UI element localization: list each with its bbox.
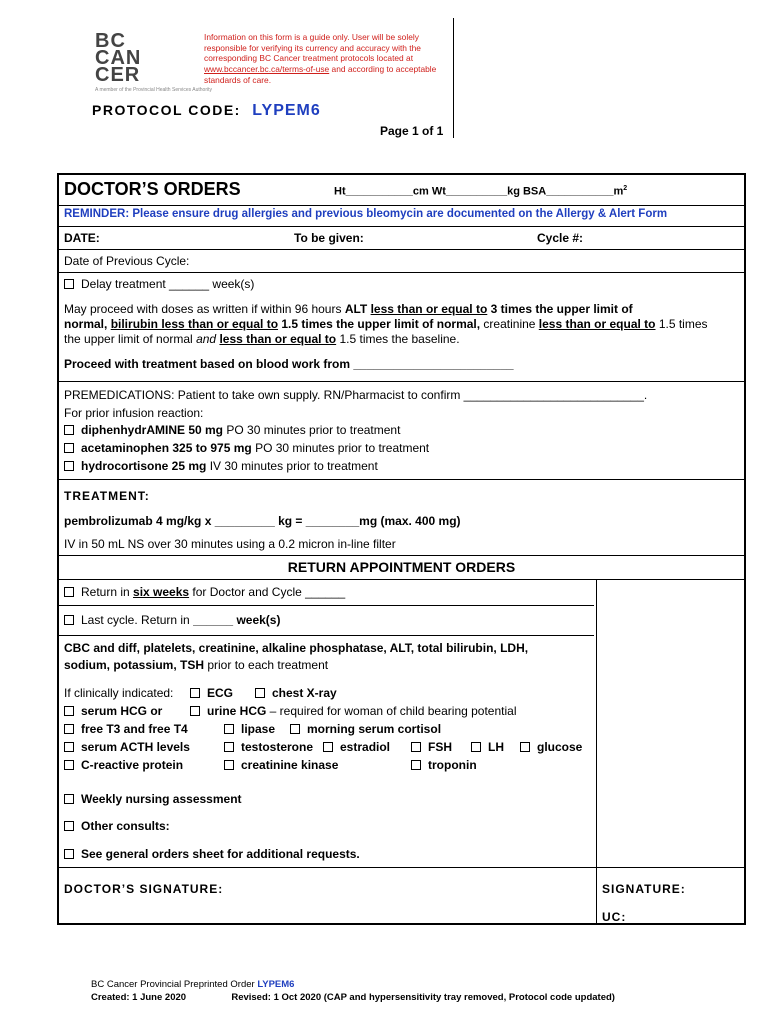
if-clinically-indicated: If clinically indicated: — [64, 686, 174, 700]
delay-label: Delay treatment ______ week(s) — [81, 277, 255, 291]
glucose-item — [520, 740, 582, 754]
fsh-item — [411, 740, 452, 754]
measurements-text: Ht___________cm Wt__________kg BSA___________m — [334, 185, 624, 198]
cortisol-checkbox[interactable] — [290, 724, 300, 734]
consults-item — [64, 819, 170, 833]
troponin-label: troponin — [428, 758, 477, 772]
cortisol-item — [290, 722, 441, 736]
premed-drug: diphenhydrAMINE 50 mg — [81, 423, 224, 437]
consults-checkbox[interactable] — [64, 821, 74, 831]
treatment-dose[interactable]: pembrolizumab 4 mg/kg x _________ kg = ________mg (max. 400 mg) — [64, 514, 461, 528]
estradiol-label: estradiol — [340, 740, 391, 754]
orders-title: DOCTOR’S ORDERS — [64, 179, 241, 199]
return-text-end: for Doctor and Cycle ______ — [189, 585, 346, 599]
last-cycle-weeks: ______ week(s) — [193, 613, 281, 627]
return-weeks: six weeks — [133, 585, 190, 599]
premed-checkbox[interactable] — [64, 425, 74, 435]
return-title: RETURN APPOINTMENT ORDERS — [287, 559, 516, 575]
glucose-label: glucose — [537, 740, 583, 754]
last-cycle-text: Last cycle. Return in — [81, 613, 194, 627]
premed-instruction: PO 30 minutes prior to treatment — [223, 423, 401, 437]
proceed-text: less than or equal to — [538, 317, 656, 331]
chest-xray-item — [255, 686, 337, 700]
orders-title-row — [59, 175, 744, 206]
cycle-field[interactable]: Cycle #: — [537, 231, 584, 245]
lh-label: LH — [488, 740, 504, 754]
proceed-text: May proceed with doses as written if within 96 hours — [64, 302, 345, 316]
proceed-text: 1.5 times the baseline. — [336, 332, 460, 346]
serum-hcg-checkbox[interactable] — [64, 706, 74, 716]
free-t3-item — [64, 722, 188, 736]
footer-protocol-code: LYPEM6 — [257, 979, 295, 990]
proceed-text: 1.5 times — [655, 317, 708, 331]
premed-drug: hydrocortisone 25 mg — [81, 459, 207, 473]
general-orders-checkbox[interactable] — [64, 849, 74, 859]
logo-line-1: BC — [95, 30, 126, 52]
lipase-item — [224, 722, 275, 736]
signature-column-divider — [596, 867, 597, 925]
chest-xray-checkbox[interactable] — [255, 688, 265, 698]
reminder-row — [59, 205, 744, 227]
proceed-text: normal, — [64, 317, 111, 331]
date-field[interactable]: DATE: — [64, 231, 100, 245]
premed-item — [64, 459, 378, 473]
footer-line-1 — [91, 979, 615, 990]
logo-line-2: CAN — [95, 47, 142, 69]
return-six-weeks-item — [64, 585, 345, 599]
disclaimer — [204, 32, 444, 86]
premed-item — [64, 423, 400, 437]
labs-line-1: CBC and diff, platelets, creatinine, alkaline phosphatase, ALT, total bilirubin, LDH, — [64, 641, 529, 655]
acth-label: serum ACTH levels — [81, 740, 190, 754]
ecg-checkbox[interactable] — [190, 688, 200, 698]
bc-cancer-logo — [95, 30, 212, 93]
return-title-row — [59, 555, 744, 580]
header-divider — [453, 18, 454, 138]
cortisol-label: morning serum cortisol — [307, 722, 442, 736]
page-number: Page 1 of 1 — [380, 124, 444, 138]
acth-checkbox[interactable] — [64, 742, 74, 752]
serum-hcg-item — [64, 704, 162, 718]
crp-checkbox[interactable] — [64, 760, 74, 770]
serum-hcg-label: serum HCG or — [81, 704, 163, 718]
ck-checkbox[interactable] — [224, 760, 234, 770]
premed-checkbox[interactable] — [64, 443, 74, 453]
urine-hcg-label: urine HCG — [207, 704, 267, 718]
lipase-checkbox[interactable] — [224, 724, 234, 734]
measurements-field[interactable] — [334, 185, 627, 198]
urine-hcg-checkbox[interactable] — [190, 706, 200, 716]
chest-xray-label: chest X-ray — [272, 686, 337, 700]
to-be-given-field[interactable]: To be given: — [294, 231, 364, 245]
fsh-label: FSH — [428, 740, 452, 754]
terms-link[interactable]: www.bccancer.bc.ca/terms-of-use — [204, 64, 330, 75]
labs-text: sodium, potassium, TSH — [64, 658, 205, 672]
return-checkbox[interactable] — [64, 587, 74, 597]
last-cycle-checkbox[interactable] — [64, 615, 74, 625]
doctor-signature-field[interactable]: DOCTOR’S SIGNATURE: — [64, 882, 224, 896]
crp-label: C-reactive protein — [81, 758, 184, 772]
ck-label: creatinine kinase — [241, 758, 339, 772]
footer-line-2 — [91, 992, 615, 1003]
premed-drug: acetaminophen 325 to 975 mg — [81, 441, 252, 455]
delay-checkbox[interactable] — [64, 279, 74, 289]
premed-item — [64, 441, 429, 455]
treatment-admin: IV in 50 mL NS over 30 minutes using a 0.2 micron in-line filter — [64, 537, 396, 551]
doctors-orders-form — [57, 173, 746, 925]
nursing-checkbox[interactable] — [64, 794, 74, 804]
ecg-label: ECG — [207, 686, 234, 700]
return-right-column-divider — [596, 579, 597, 867]
premed-title: PREMEDICATIONS: Patient to take own supply. RN/Pharmacist to confirm ___________________________. — [64, 388, 648, 402]
acth-item — [64, 740, 190, 754]
footer-created: Created: 1 June 2020 — [91, 992, 187, 1003]
ck-item — [224, 758, 338, 772]
proceed-text: the upper limit of normal — [64, 332, 197, 346]
treatment-section — [59, 479, 744, 556]
logo-line-3: CER — [95, 64, 141, 86]
testosterone-item — [224, 740, 313, 754]
last-cycle-item — [64, 613, 280, 627]
protocol-code-value: LYPEM6 — [252, 102, 321, 119]
protocol-label: PROTOCOL CODE: — [92, 102, 241, 118]
testosterone-checkbox[interactable] — [224, 742, 234, 752]
free-t3-label: free T3 and free T4 — [81, 722, 188, 736]
estradiol-checkbox[interactable] — [323, 742, 333, 752]
proceed-text: less than or equal to — [370, 302, 488, 316]
lh-item — [471, 740, 504, 754]
protocol-code — [92, 102, 321, 120]
proceed-section — [59, 272, 744, 382]
proceed-text: creatinine — [480, 317, 539, 331]
last-cycle-row — [59, 605, 594, 636]
delay-treatment-item — [64, 277, 254, 291]
glucose-checkbox[interactable] — [520, 742, 530, 752]
proceed-text: ALT — [344, 302, 371, 316]
signature-divider — [59, 867, 744, 868]
treatment-title: TREATMENT: — [64, 489, 150, 503]
footer-revised: Revised: 1 Oct 2020 (CAP and hypersensitivity tray removed, Protocol code updated) — [231, 992, 615, 1003]
urine-hcg-item — [190, 704, 517, 718]
proceed-text: less than or equal to — [219, 332, 337, 346]
proceed-text: 3 times the upper limit of — [487, 302, 633, 316]
labs-text-end: prior to each treatment — [204, 658, 329, 672]
troponin-checkbox[interactable] — [411, 760, 421, 770]
date-row — [59, 226, 744, 250]
crp-item — [64, 758, 183, 772]
nursing-item — [64, 792, 242, 806]
bloodwork-field[interactable]: Proceed with treatment based on blood work from ________________________ — [64, 357, 514, 371]
measurements-sup: 2 — [623, 185, 628, 192]
disclaimer-text-end: and according to acceptable standards of care. — [204, 64, 437, 85]
premed-subtitle: For prior infusion reaction: — [64, 406, 204, 420]
footer — [91, 979, 615, 1003]
urine-hcg-note: – required for woman of child bearing potential — [266, 704, 517, 718]
return-six-weeks-row — [59, 579, 594, 606]
reminder-text: REMINDER: Please ensure drug allergies and previous bleomycin are documented on the Allergy & Alert Form — [64, 208, 668, 220]
fsh-checkbox[interactable] — [411, 742, 421, 752]
proceed-criteria — [64, 302, 744, 347]
signature-field[interactable]: SIGNATURE: — [602, 882, 686, 896]
premed-checkbox[interactable] — [64, 461, 74, 471]
logo-tagline: A member of the Provincial Health Services Authority — [95, 87, 212, 93]
previous-cycle-row — [59, 249, 744, 273]
proceed-text: 1.5 times the upper limit of normal, — [278, 317, 481, 331]
general-orders-label: See general orders sheet for additional requests. — [81, 847, 360, 861]
ecg-item — [190, 686, 233, 700]
nursing-label: Weekly nursing assessment — [81, 792, 242, 806]
uc-field[interactable]: UC: — [602, 910, 627, 924]
footer-order-text: BC Cancer Provincial Preprinted Order — [91, 979, 255, 990]
free-t3-checkbox[interactable] — [64, 724, 74, 734]
lipase-label: lipase — [241, 722, 276, 736]
premed-instruction: IV 30 minutes prior to treatment — [206, 459, 378, 473]
previous-cycle-field[interactable]: Date of Previous Cycle: — [64, 254, 190, 268]
return-text: Return in — [81, 585, 134, 599]
testosterone-label: testosterone — [241, 740, 314, 754]
general-orders-item — [64, 847, 360, 861]
troponin-item — [411, 758, 477, 772]
labs-line-2 — [64, 658, 328, 672]
consults-label: Other consults: — [81, 819, 170, 833]
premed-instruction: PO 30 minutes prior to treatment — [251, 441, 430, 455]
disclaimer-text: Information on this form is a guide only. User will be solely responsible for verifying its currency and accuracy with the corresponding BC Cancer treatment protocols located at — [204, 32, 421, 64]
proceed-text: and — [196, 332, 217, 346]
proceed-text: bilirubin less than or equal to — [110, 317, 279, 331]
premedications-section — [59, 381, 744, 480]
estradiol-item — [323, 740, 390, 754]
lh-checkbox[interactable] — [471, 742, 481, 752]
